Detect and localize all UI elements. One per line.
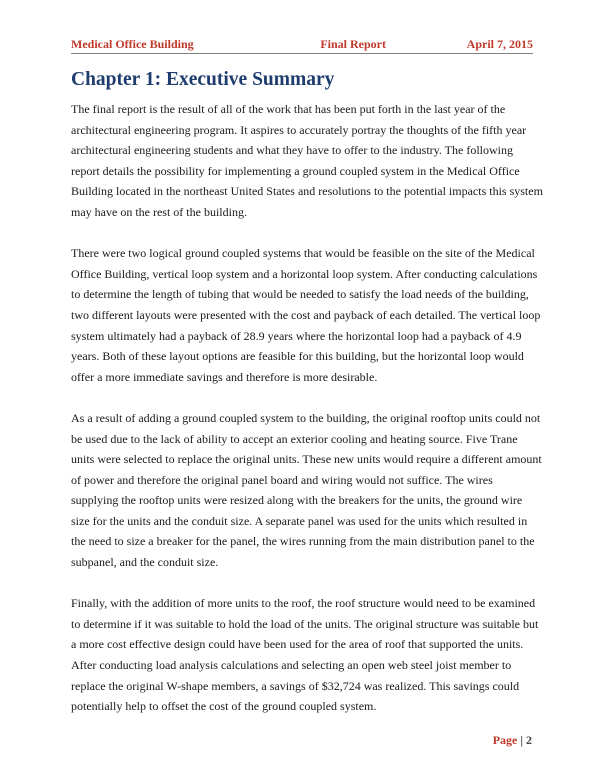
page-separator: | <box>520 733 523 747</box>
chapter-title: Chapter 1: Executive Summary <box>71 69 335 90</box>
page-footer <box>493 733 532 748</box>
paragraph: As a result of adding a ground coupled system to the building, the original rooftop units could not be used due to the lack of ability to accept an exterior cooling and heating source. Five Trane units were selected to replace the original units. These new units would require a different amount of power and therefore the original panel board and wiring would not suffice. The wires supplying the rooftop units were resized along with the breakers for the units, the ground wire size for the units and the conduit size. A separate panel was used for the units which resulted in the need to size a breaker for the panel, the wires running from the main distribution panel to the subpanel, and the conduit size. <box>71 410 542 570</box>
header-document-name: Medical Office Building <box>71 37 194 51</box>
paragraph: Finally, with the addition of more units to the roof, the roof structure would need to be examined to determine if it was suitable to hold the load of the units. The original structure was suitable but a more cost effective design could have been used for the area of roof that supported the units. After conducting load analysis calculations and selecting an open web steel joist member to replace the original W-shape members, a savings of $32,724 was realized. This savings could potentially help to offset the cost of the ground coupled system. <box>71 596 539 714</box>
body-text <box>71 99 543 737</box>
header-report-type: Final Report <box>320 37 386 51</box>
page-number: 2 <box>526 733 532 747</box>
page-label: Page <box>492 733 518 747</box>
paragraph: The final report is the result of all of the work that has been put forth in the last year of the architectural engineering program. It aspires to accurately portray the thoughts of the fifth year architectural engineering students and what they have to offer to the industry. The following report details the possibility for implementing a ground coupled system in the Medical Office Building located in the northeast United States and resolutions to the potential impacts this system may have on the rest of the building. <box>71 102 543 219</box>
paragraph: There were two logical ground coupled systems that would be feasible on the site of the Medical Office Building, vertical loop system and a horizontal loop system. After conducting calculations to determine the length of tubing that would be needed to satisfy the load needs of the building, two different layouts were presented with the cost and payback of each detailed. The vertical loop system ultimately had a payback of 28.9 years where the horizontal loop had a payback of 4.9 years. Both of these layout options are feasible for this building, but the horizontal loop would offer a more immediate savings and therefore is more desirable. <box>71 246 541 384</box>
running-header <box>71 36 533 54</box>
header-date: April 7, 2015 <box>466 37 533 51</box>
